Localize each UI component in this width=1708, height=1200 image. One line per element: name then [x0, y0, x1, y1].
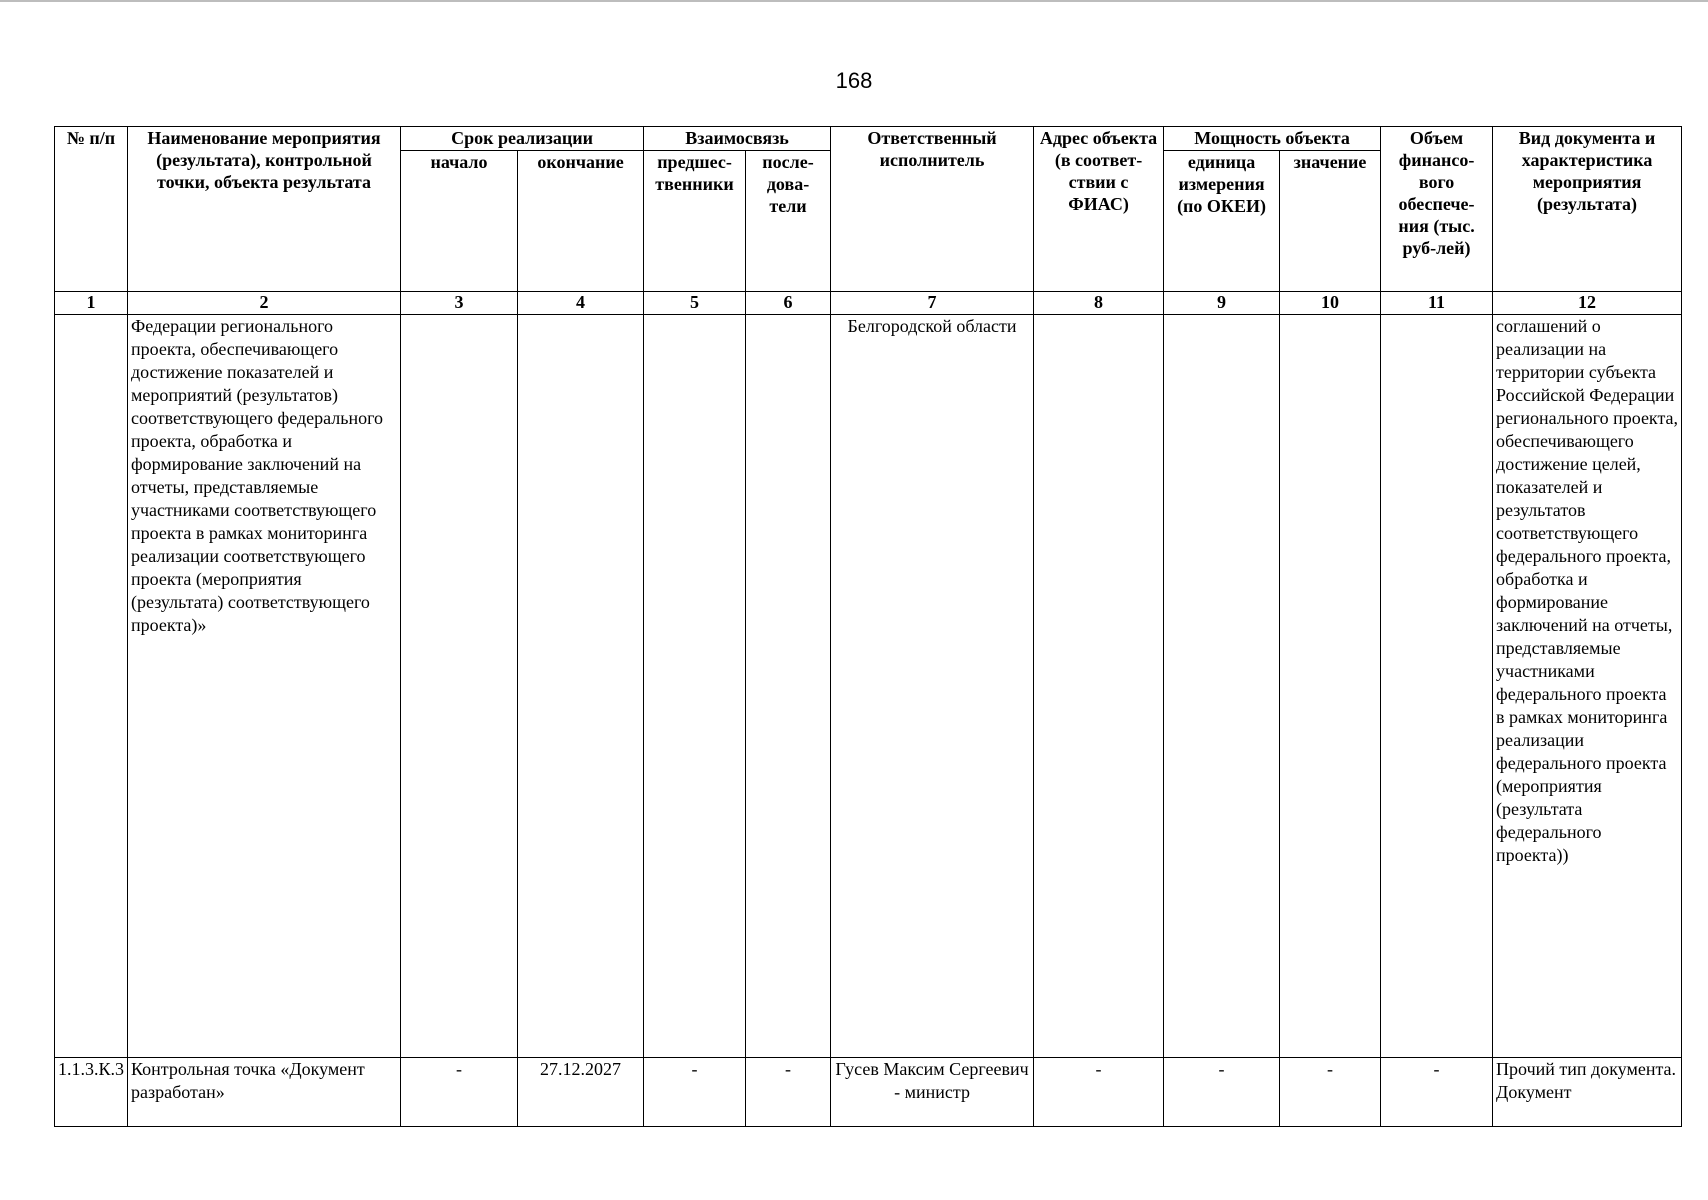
- header-doc-type: Вид документа и характеристика мероприятия (результата): [1493, 127, 1682, 292]
- cell-address-text: -: [1095, 1059, 1102, 1079]
- header-executor: Ответственный исполнитель: [831, 127, 1034, 292]
- column-number: 12: [1493, 292, 1682, 315]
- column-number: 10: [1280, 292, 1381, 315]
- cell-funding: [1381, 315, 1493, 1058]
- table-row: [55, 1058, 1682, 1127]
- column-number: 11: [1381, 292, 1493, 315]
- cell-num: [55, 315, 128, 1058]
- cell-predecessors: [644, 315, 746, 1058]
- cell-doc-type-text: Прочий тип документа. Документ: [1496, 1059, 1677, 1102]
- cell-predecessors-text: -: [691, 1059, 698, 1079]
- column-number: 7: [831, 292, 1034, 315]
- header-unit: единица измерения (по ОКЕИ): [1164, 151, 1280, 292]
- cell-start: [401, 1058, 518, 1127]
- cell-unit-text: -: [1218, 1059, 1225, 1079]
- cell-num-text: 1.1.3.К.3: [57, 1059, 124, 1079]
- cell-funding: [1381, 1058, 1493, 1127]
- cell-predecessors: [644, 1058, 746, 1127]
- header-capacity: Мощность объекта: [1164, 127, 1381, 151]
- cell-end-text: 27.12.2027: [540, 1059, 621, 1079]
- cell-doc-type: соглашений о реализации на территории субъекта Российской Федерации регионального проекта, обеспечивающего достижение целей, показателей и результатов соответствующего федерального проекта, обработка и формирование заключений на отчеты, представляемые участниками федерального проекта в рамках мониторинга реализации федерального проекта (мероприятия (результата федерального проекта)): [1493, 315, 1682, 1058]
- column-number: 8: [1034, 292, 1164, 315]
- cell-start-text: -: [456, 1059, 462, 1079]
- header-row-1: [55, 127, 1682, 151]
- header-period: Срок реализации: [401, 127, 644, 151]
- cell-address: [1034, 1058, 1164, 1127]
- cell-value-text: -: [1327, 1059, 1334, 1079]
- cell-executor: Белгородской области: [831, 315, 1034, 1058]
- column-number: 4: [518, 292, 644, 315]
- header-name: Наименование мероприятия (результата), контрольной точки, объекта результата: [128, 127, 401, 292]
- header-start: начало: [401, 151, 518, 292]
- cell-unit: [1164, 315, 1280, 1058]
- column-number: 6: [746, 292, 831, 315]
- cell-address: [1034, 315, 1164, 1058]
- table-row: [55, 315, 1682, 1058]
- header-num: № п/п: [55, 127, 128, 292]
- column-number: 9: [1164, 292, 1280, 315]
- column-number: 1: [55, 292, 128, 315]
- column-number: 3: [401, 292, 518, 315]
- cell-value: [1280, 1058, 1381, 1127]
- cell-num: [55, 1058, 128, 1127]
- plan-table: [54, 126, 1682, 1127]
- cell-name-text: Контрольная точка «Документ разработан»: [131, 1059, 365, 1102]
- cell-executor-text: Гусев Максим Сергеевич - министр: [835, 1059, 1029, 1102]
- cell-executor: [831, 1058, 1034, 1127]
- cell-end: [518, 315, 644, 1058]
- cell-doc-type: [1493, 1058, 1682, 1127]
- column-number: 2: [128, 292, 401, 315]
- column-number: 5: [644, 292, 746, 315]
- header-address: Адрес объекта (в соответ-ствии с ФИАС): [1034, 127, 1164, 292]
- column-number-row: [55, 292, 1682, 315]
- header-successors: после-дова-тели: [746, 151, 831, 292]
- cell-funding-text: -: [1433, 1059, 1440, 1079]
- header-relation: Взаимосвязь: [644, 127, 831, 151]
- header-end: окончание: [518, 151, 644, 292]
- cell-start: [401, 315, 518, 1058]
- cell-unit: [1164, 1058, 1280, 1127]
- cell-value: [1280, 315, 1381, 1058]
- cell-successors-text: -: [785, 1059, 792, 1079]
- page-number: 168: [835, 68, 873, 93]
- header-funding: Объем финансо-вого обеспече-ния (тыс. руб-лей): [1381, 127, 1493, 292]
- scan-top-edge: [0, 0, 1708, 2]
- header-predecessors: предшес-твенники: [644, 151, 746, 292]
- cell-end: [518, 1058, 644, 1127]
- cell-successors: [746, 1058, 831, 1127]
- cell-name: Федерации регионального проекта, обеспечивающего достижение показателей и мероприятий (результатов) соответствующего федерального проекта, обработка и формирование заключений на отчеты, представляемые участниками соответствующего проекта в рамках мониторинга реализации соответствующего проекта (мероприятия (результата) соответствующего проекта)»: [128, 315, 401, 1058]
- cell-name: [128, 1058, 401, 1127]
- cell-successors: [746, 315, 831, 1058]
- header-value: значение: [1280, 151, 1381, 292]
